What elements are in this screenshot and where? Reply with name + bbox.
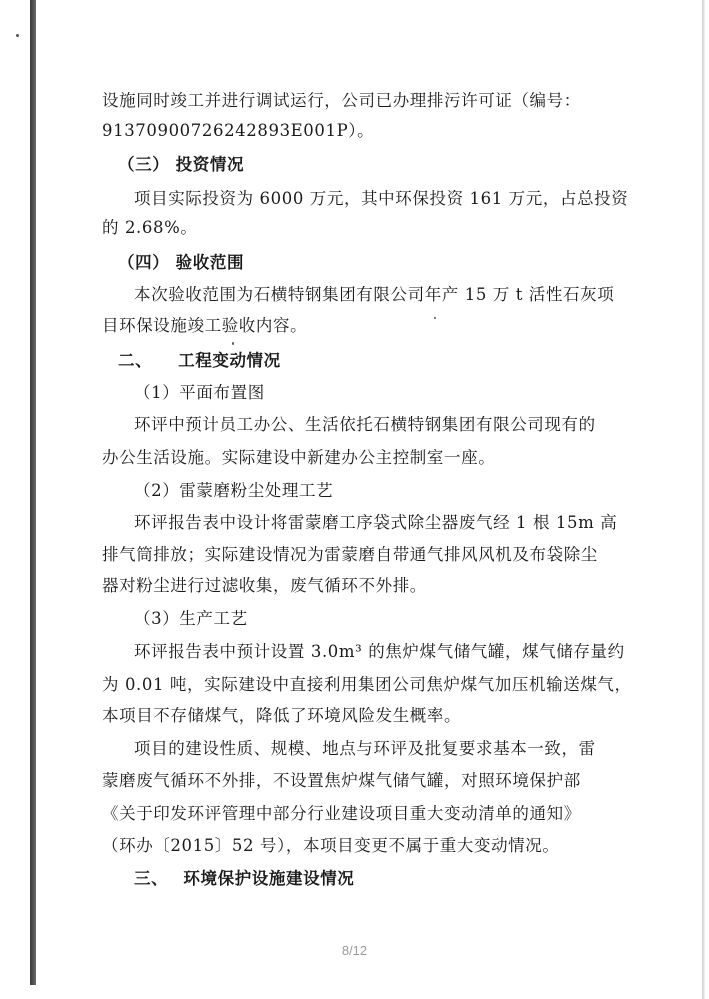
chapter-heading: 三、 环境保护设施建设情况 [134,869,355,888]
body-text-line: 设施同时竣工并进行调试运行，公司已办理排污许可证（编号： [102,91,581,110]
body-text-line: 为 0.01 吨，实际建设中直接利用集团公司焦炉煤气加压机输送煤气， [102,675,632,694]
body-text-line: 环评中预计员工办公、生活依托石横特钢集团有限公司现有的 [134,415,596,434]
scan-speck [16,34,19,37]
body-text-line: 环评报告表中设计将雷蒙磨工序袋式除尘器废气经 1 根 15m 高 [134,513,618,532]
body-text-line: 办公生活设施。实际建设中新建办公主控制室一座。 [102,448,496,467]
body-text-line: 器对粉尘进行过滤收集，废气循环不外排。 [102,576,427,595]
body-text-line: （环办〔2015〕52 号），本项目变更不属于重大变动情况。 [102,836,560,855]
body-text-line: 本次验收范围为石横特钢集团有限公司年产 15 万 t 活性石灰项 [134,285,615,304]
subsection-heading: （1）平面布置图 [134,383,265,402]
subsection-heading: （2）雷蒙磨粉尘处理工艺 [134,481,334,500]
section-heading: （三） 投资情况 [118,155,245,174]
subsection-heading: （3）生产工艺 [134,609,248,628]
scan-shadow-left [30,0,36,985]
body-text-line: 《关于印发环评管理中部分行业建设项目重大变动清单的通知》 [102,804,581,823]
body-text-line: 本项目不存储煤气，降低了环境风险发生概率。 [102,706,462,725]
scan-shadow-right [702,0,705,999]
body-text-line: 项目的建设性质、规模、地点与环评及批复要求基本一致，雷 [134,739,596,758]
body-text-line: 目环保设施竣工验收内容。 [102,316,308,335]
page-number: 8/12 [341,943,368,958]
scan-speck [232,342,234,345]
body-text-line: 排气筒排放；实际建设情况为雷蒙磨自带通气排风风机及布袋除尘 [102,545,598,564]
scan-speck [434,317,436,319]
body-text-line: 环评报告表中预计设置 3.0m³ 的焦炉煤气储气罐，煤气储存量约 [134,642,625,661]
body-text-line: 项目实际投资为 6000 万元，其中环保投资 161 万元，占总投资 [134,189,629,208]
body-text-line: 蒙磨废气循环不外排，不设置焦炉煤气储气罐，对照环境保护部 [102,771,581,790]
chapter-heading: 二、 工程变动情况 [118,351,281,370]
body-text-line: 91370900726242893E001P）。 [102,121,375,140]
body-text-line: 的 2.68%。 [102,218,198,237]
section-heading: （四） 验收范围 [118,253,245,272]
